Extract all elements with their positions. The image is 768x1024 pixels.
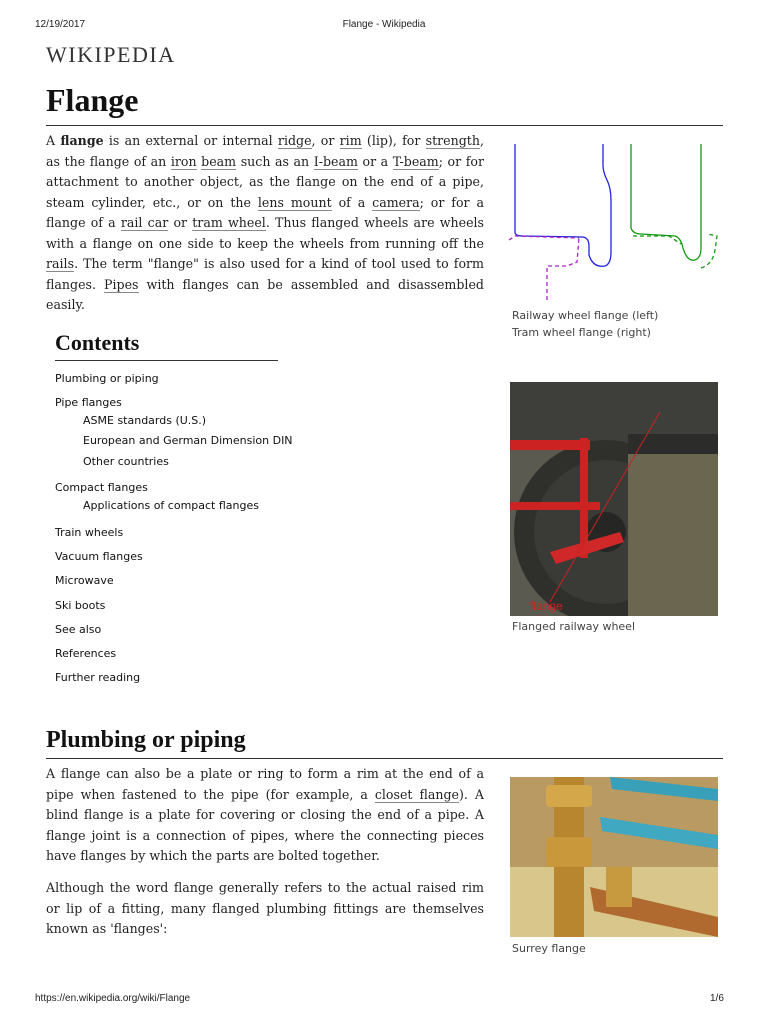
toc-item-further-reading[interactable]: Further reading [55, 671, 141, 684]
plumbing-paragraph-2: Although the word flange generally refers to the actual raised rim or lip of a fitting, many flanged plumbing fittings are themselves known as 'flanges': [46, 880, 484, 936]
link-closet-flange[interactable]: closet flange [374, 786, 459, 802]
intro-paragraph: A flange is an external or internal ridge, or rim (lip), for strength, as the flange of an iron beam such as an I-beam or a T-beam; or for attachment to another object, as the flange on the end of a pipe, steam cylinder, etc., or on the lens mount of a camera; or for a flange of a rail car or tram wheel. Thus flanged wheels are wheels with a flange on one side to keep the wheels from running off the rails. The term "flange" is also used for a kind of tool used to form flanges. Pipes with flanges can be assembled and disassembled easily. [46, 133, 485, 312]
toc-item-din[interactable]: European and German Dimension DIN [83, 434, 293, 447]
figure-caption-tram-profile: Tram wheel flange (right) [512, 326, 651, 339]
link-ridge[interactable]: ridge [277, 133, 312, 148]
link-i-beam[interactable]: I-beam [313, 153, 358, 169]
toc-item-see-also[interactable]: See also [55, 623, 102, 636]
print-page-number: 1/6 [710, 993, 724, 1004]
toc-item-train-wheels[interactable]: Train wheels [55, 526, 124, 539]
toc-item-other-countries[interactable]: Other countries [83, 455, 169, 468]
print-url: https://en.wikipedia.org/wiki/Flange [35, 993, 191, 1004]
print-date: 12/19/2017 [35, 19, 86, 30]
tram-rail-outline [633, 236, 681, 244]
print-title: Flange - Wikipedia [342, 19, 426, 30]
link-t-beam[interactable]: T-beam [392, 153, 439, 169]
section-heading-plumbing: Plumbing or piping [46, 727, 246, 753]
tram-wheel-profile [631, 144, 701, 260]
toc-item-microwave[interactable]: Microwave [55, 574, 114, 587]
link-rail-car[interactable]: rail car [120, 215, 169, 230]
photo-label-flange: flange [530, 599, 563, 613]
section-divider [46, 758, 723, 759]
page-title: Flange [46, 82, 139, 118]
railway-wheel-profile [515, 144, 611, 266]
contents-title: Contents [55, 330, 140, 355]
toc-item-compact-applications[interactable]: Applications of compact flanges [83, 499, 259, 512]
toc-item-plumbing[interactable]: Plumbing or piping [55, 372, 159, 385]
link-tram-wheel[interactable]: tram wheel [192, 215, 266, 230]
bold-term: flange [60, 133, 104, 148]
link-rails[interactable]: rails [46, 256, 75, 271]
tram-rail-groove [701, 234, 717, 268]
toc-item-ski-boots[interactable]: Ski boots [55, 599, 106, 612]
figure-caption-railway-profile: Railway wheel flange (left) [512, 309, 659, 322]
flanged-railway-wheel-photo[interactable] [510, 382, 718, 616]
surrey-flange-illustration [510, 777, 718, 937]
link-rim[interactable]: rim [339, 133, 362, 148]
figure-caption-surrey-flange: Surrey flange [512, 942, 586, 955]
link-strength[interactable]: strength [425, 133, 480, 148]
contents-divider [55, 360, 278, 361]
title-divider [46, 125, 723, 126]
wikipedia-wordmark[interactable]: WIKIPEDIA [46, 42, 176, 67]
toc-item-references[interactable]: References [55, 647, 117, 660]
wheel-flange-profile-diagram[interactable] [505, 140, 725, 305]
link-beam[interactable]: beam [201, 153, 237, 169]
link-camera[interactable]: camera [372, 194, 420, 210]
toc-item-asme[interactable]: ASME standards (U.S.) [83, 414, 207, 427]
plumbing-paragraph-1: A flange can also be a plate or ring to form a rim at the end of a pipe when fastened to the pipe (for example, a closet flange). A blind flange is a plate for covering or closing the end of a pipe. A flange joint is a connection of pipes, where the connecting pieces have flanges by which the parts are bolted together. [46, 766, 484, 863]
toc-item-pipe-flanges[interactable]: Pipe flanges [55, 396, 122, 409]
link-lens-mount[interactable]: lens mount [257, 194, 332, 210]
link-pipes[interactable]: Pipes [104, 276, 139, 292]
railway-rail-web [547, 238, 579, 300]
toc-item-compact-flanges[interactable]: Compact flanges [55, 481, 148, 494]
railway-wheel-illustration [510, 382, 718, 616]
link-iron[interactable]: iron [170, 153, 197, 169]
toc-item-vacuum-flanges[interactable]: Vacuum flanges [55, 550, 143, 563]
surrey-flange-photo[interactable] [510, 777, 718, 937]
figure-caption-railway-wheel: Flanged railway wheel [512, 620, 636, 633]
